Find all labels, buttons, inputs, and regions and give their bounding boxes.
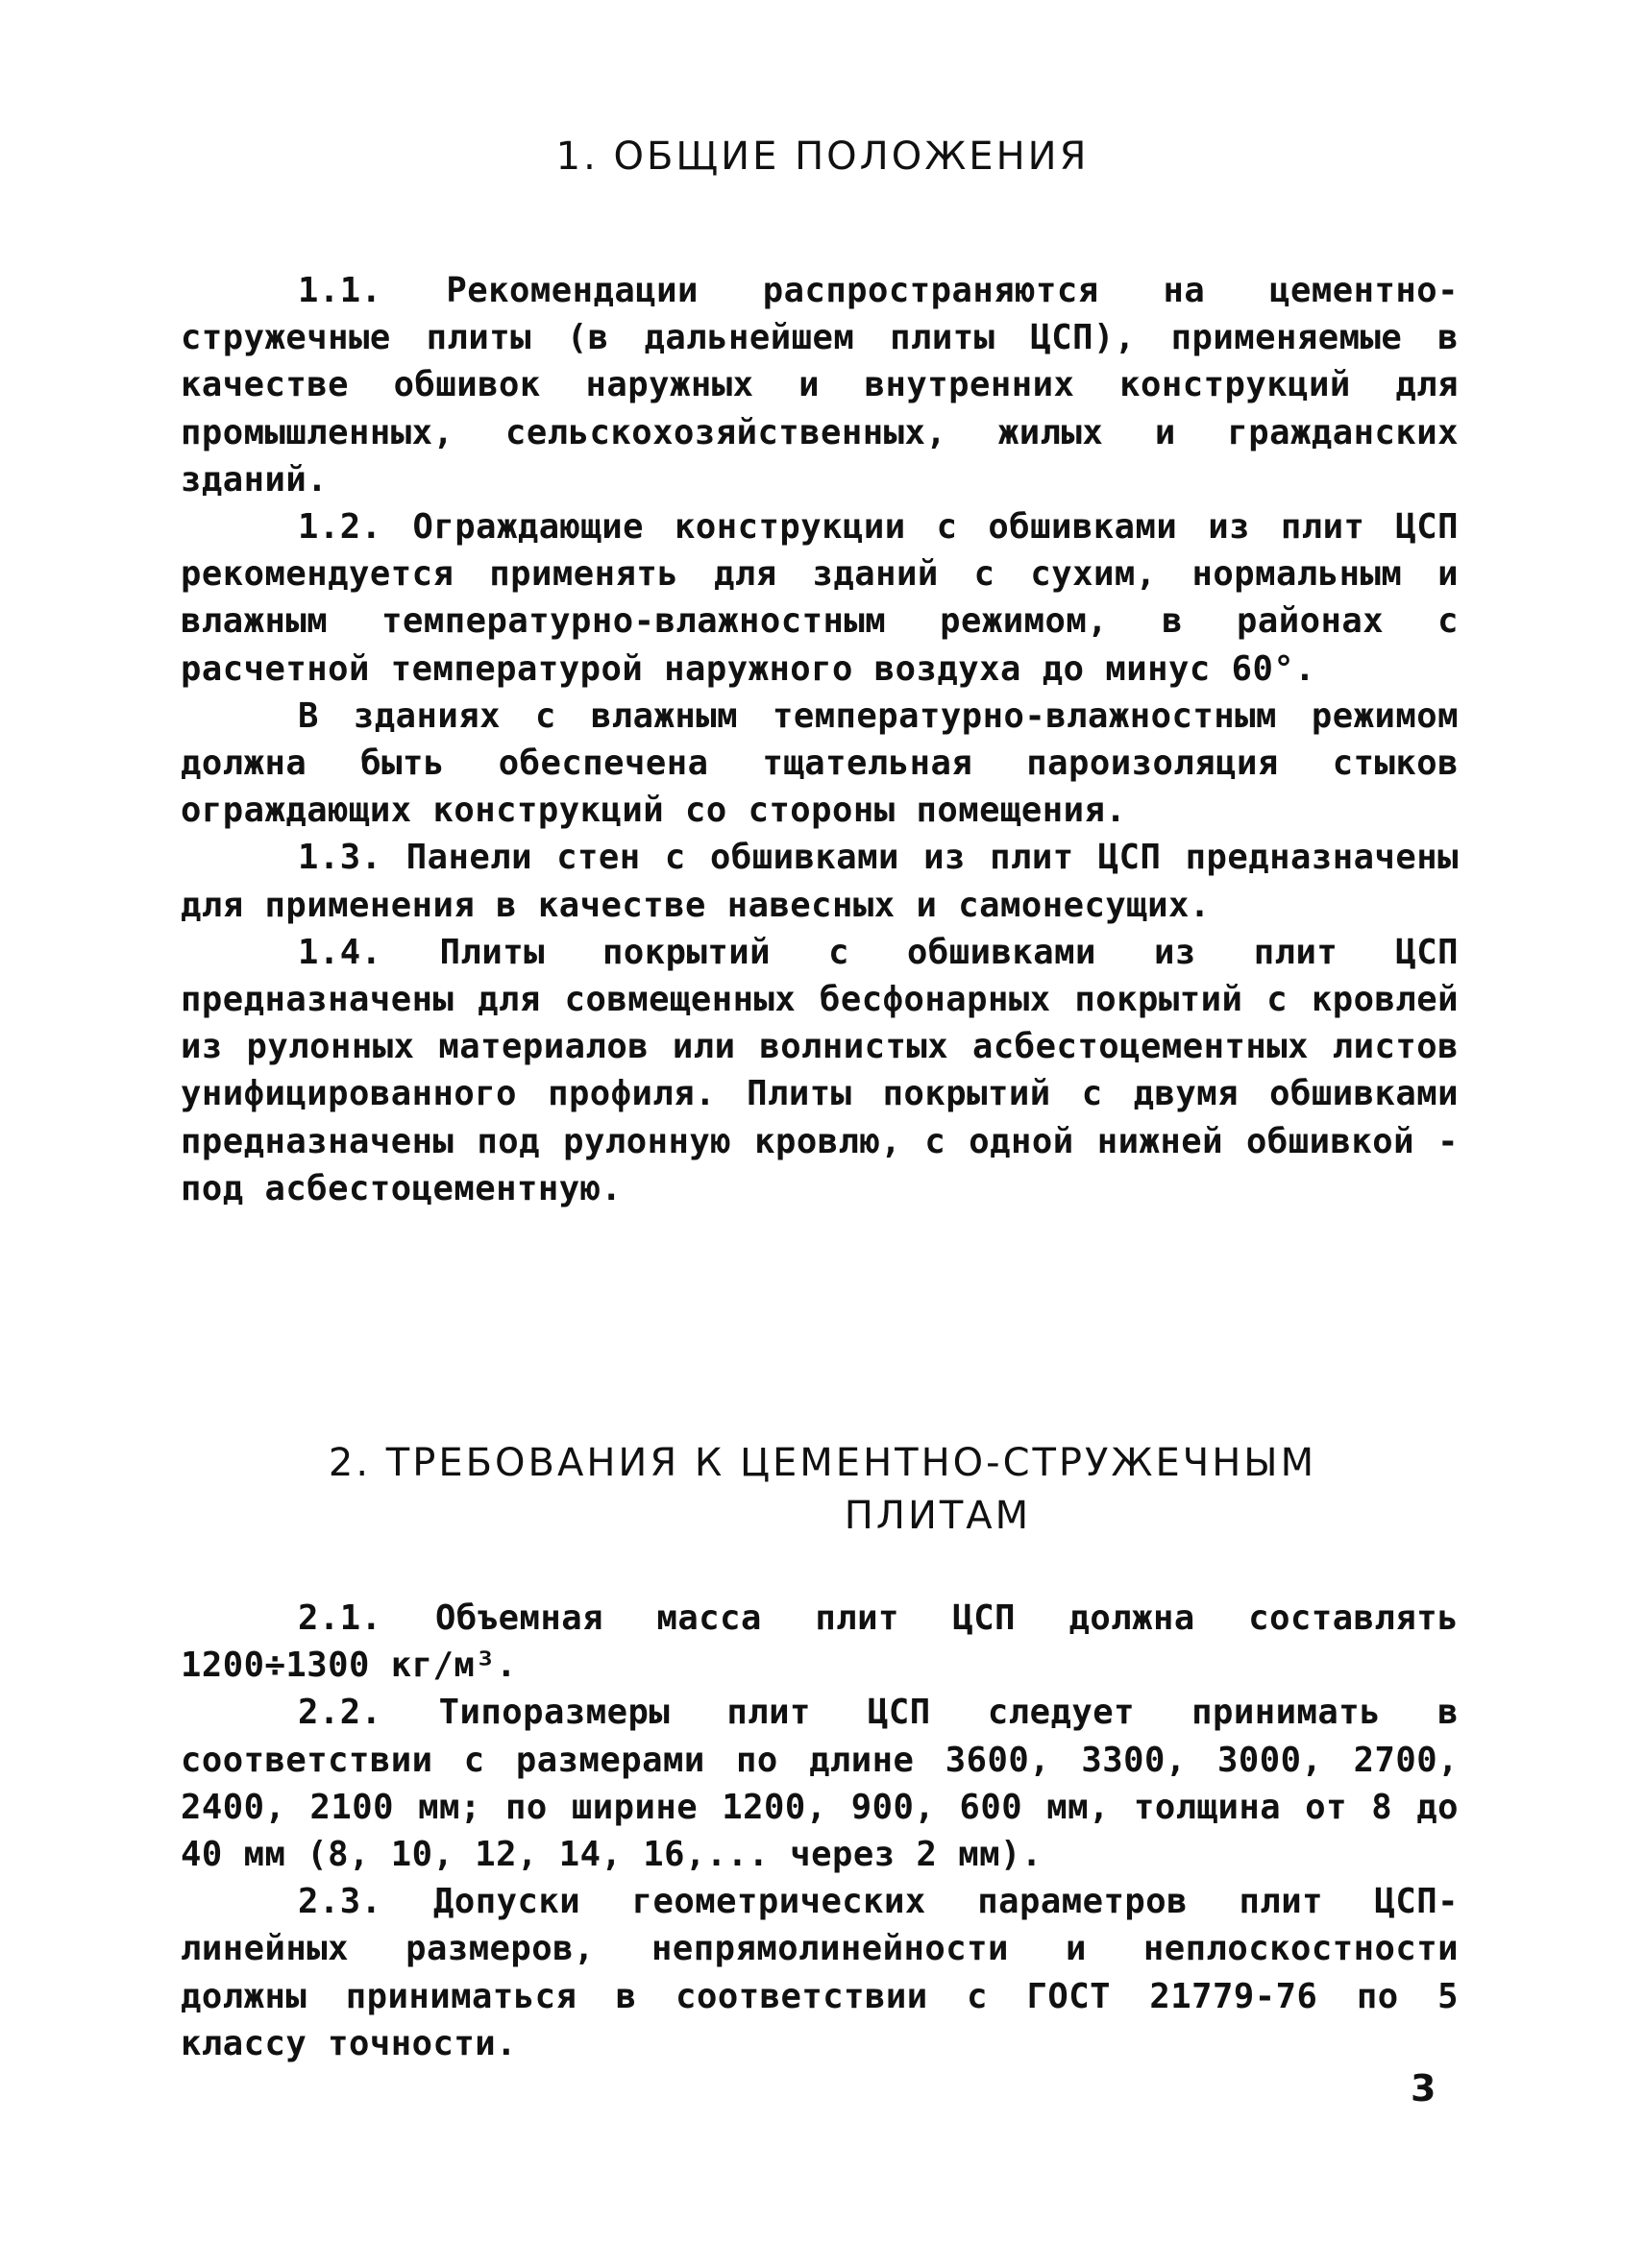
paragraph-1-2-humid: В зданиях с влажным температурно-влажностным режимом должна быть обеспечена тщательная пароизоляция стыков ограждающих конструкций со стороны помещения. bbox=[181, 695, 1459, 831]
section-1-body bbox=[181, 267, 1459, 1212]
paragraph-1-4: 1.4. Плиты покрытий с обшивками из плит ЦСП предназначены для совмещенных бесфонарных покрытий с кровлей из рулонных материалов или волнистых асбестоцементных листов унифицированного профиля. Плиты покрытий с двумя обшивками предназначены под рулонную кровлю, с одной нижней обшивкой - под асбестоцементную. bbox=[181, 932, 1459, 1208]
paragraph-2-3: 2.3. Допуски геометрических параметров плит ЦСП-линейных размеров, непрямолинейности и неплоскостности должны приниматься в соответствии с ГОСТ 21779-76 по 5 классу точности. bbox=[181, 1882, 1459, 2063]
paragraph-2-2: 2.2. Типоразмеры плит ЦСП следует принимать в соответствии с размерами по длине 3600, 3300, 3000, 2700, 2400, 2100 мм; по ширине 1200, 900, 600 мм, толщина от 8 до 40 мм (8, 10, 12, 14, 16,... через 2 мм). bbox=[181, 1693, 1459, 1875]
paragraph-1-3: 1.3. Панели стен с обшивками из плит ЦСП предназначены для применения в качестве навесных и самонесущих. bbox=[181, 838, 1459, 925]
page-number: 3 bbox=[1411, 2067, 1436, 2109]
paragraph-2-1: 2.1. Объемная масса плит ЦСП должна составлять 1200÷1300 кг/м³. bbox=[181, 1598, 1459, 1686]
section-2-heading-line2: ПЛИТАМ bbox=[844, 1494, 1032, 1538]
paragraph-1-2: 1.2. Ограждающие конструкции с обшивками из плит ЦСП рекомендуется применять для зданий с сухим, нормальным и влажным температурно-влажностным режимом, в районах с расчетной температурой наружного воздуха до минус 60°. bbox=[181, 507, 1459, 689]
section-2-body bbox=[181, 1595, 1459, 2067]
paragraph-1-1: 1.1. Рекомендации распространяются на цементно-стружечные плиты (в дальнейшем плиты ЦСП), применяемые в качестве обшивок наружных и внутренних конструкций для промышленных, сельскохозяйственных, жилых и гражданских зданий. bbox=[181, 271, 1459, 500]
section-2-heading-line1: 2. ТРЕБОВАНИЯ К ЦЕМЕНТНО-СТРУЖЕЧНЫМ bbox=[328, 1441, 1317, 1485]
section-1-heading: 1. ОБЩИЕ ПОЛОЖЕНИЯ bbox=[555, 134, 1090, 179]
